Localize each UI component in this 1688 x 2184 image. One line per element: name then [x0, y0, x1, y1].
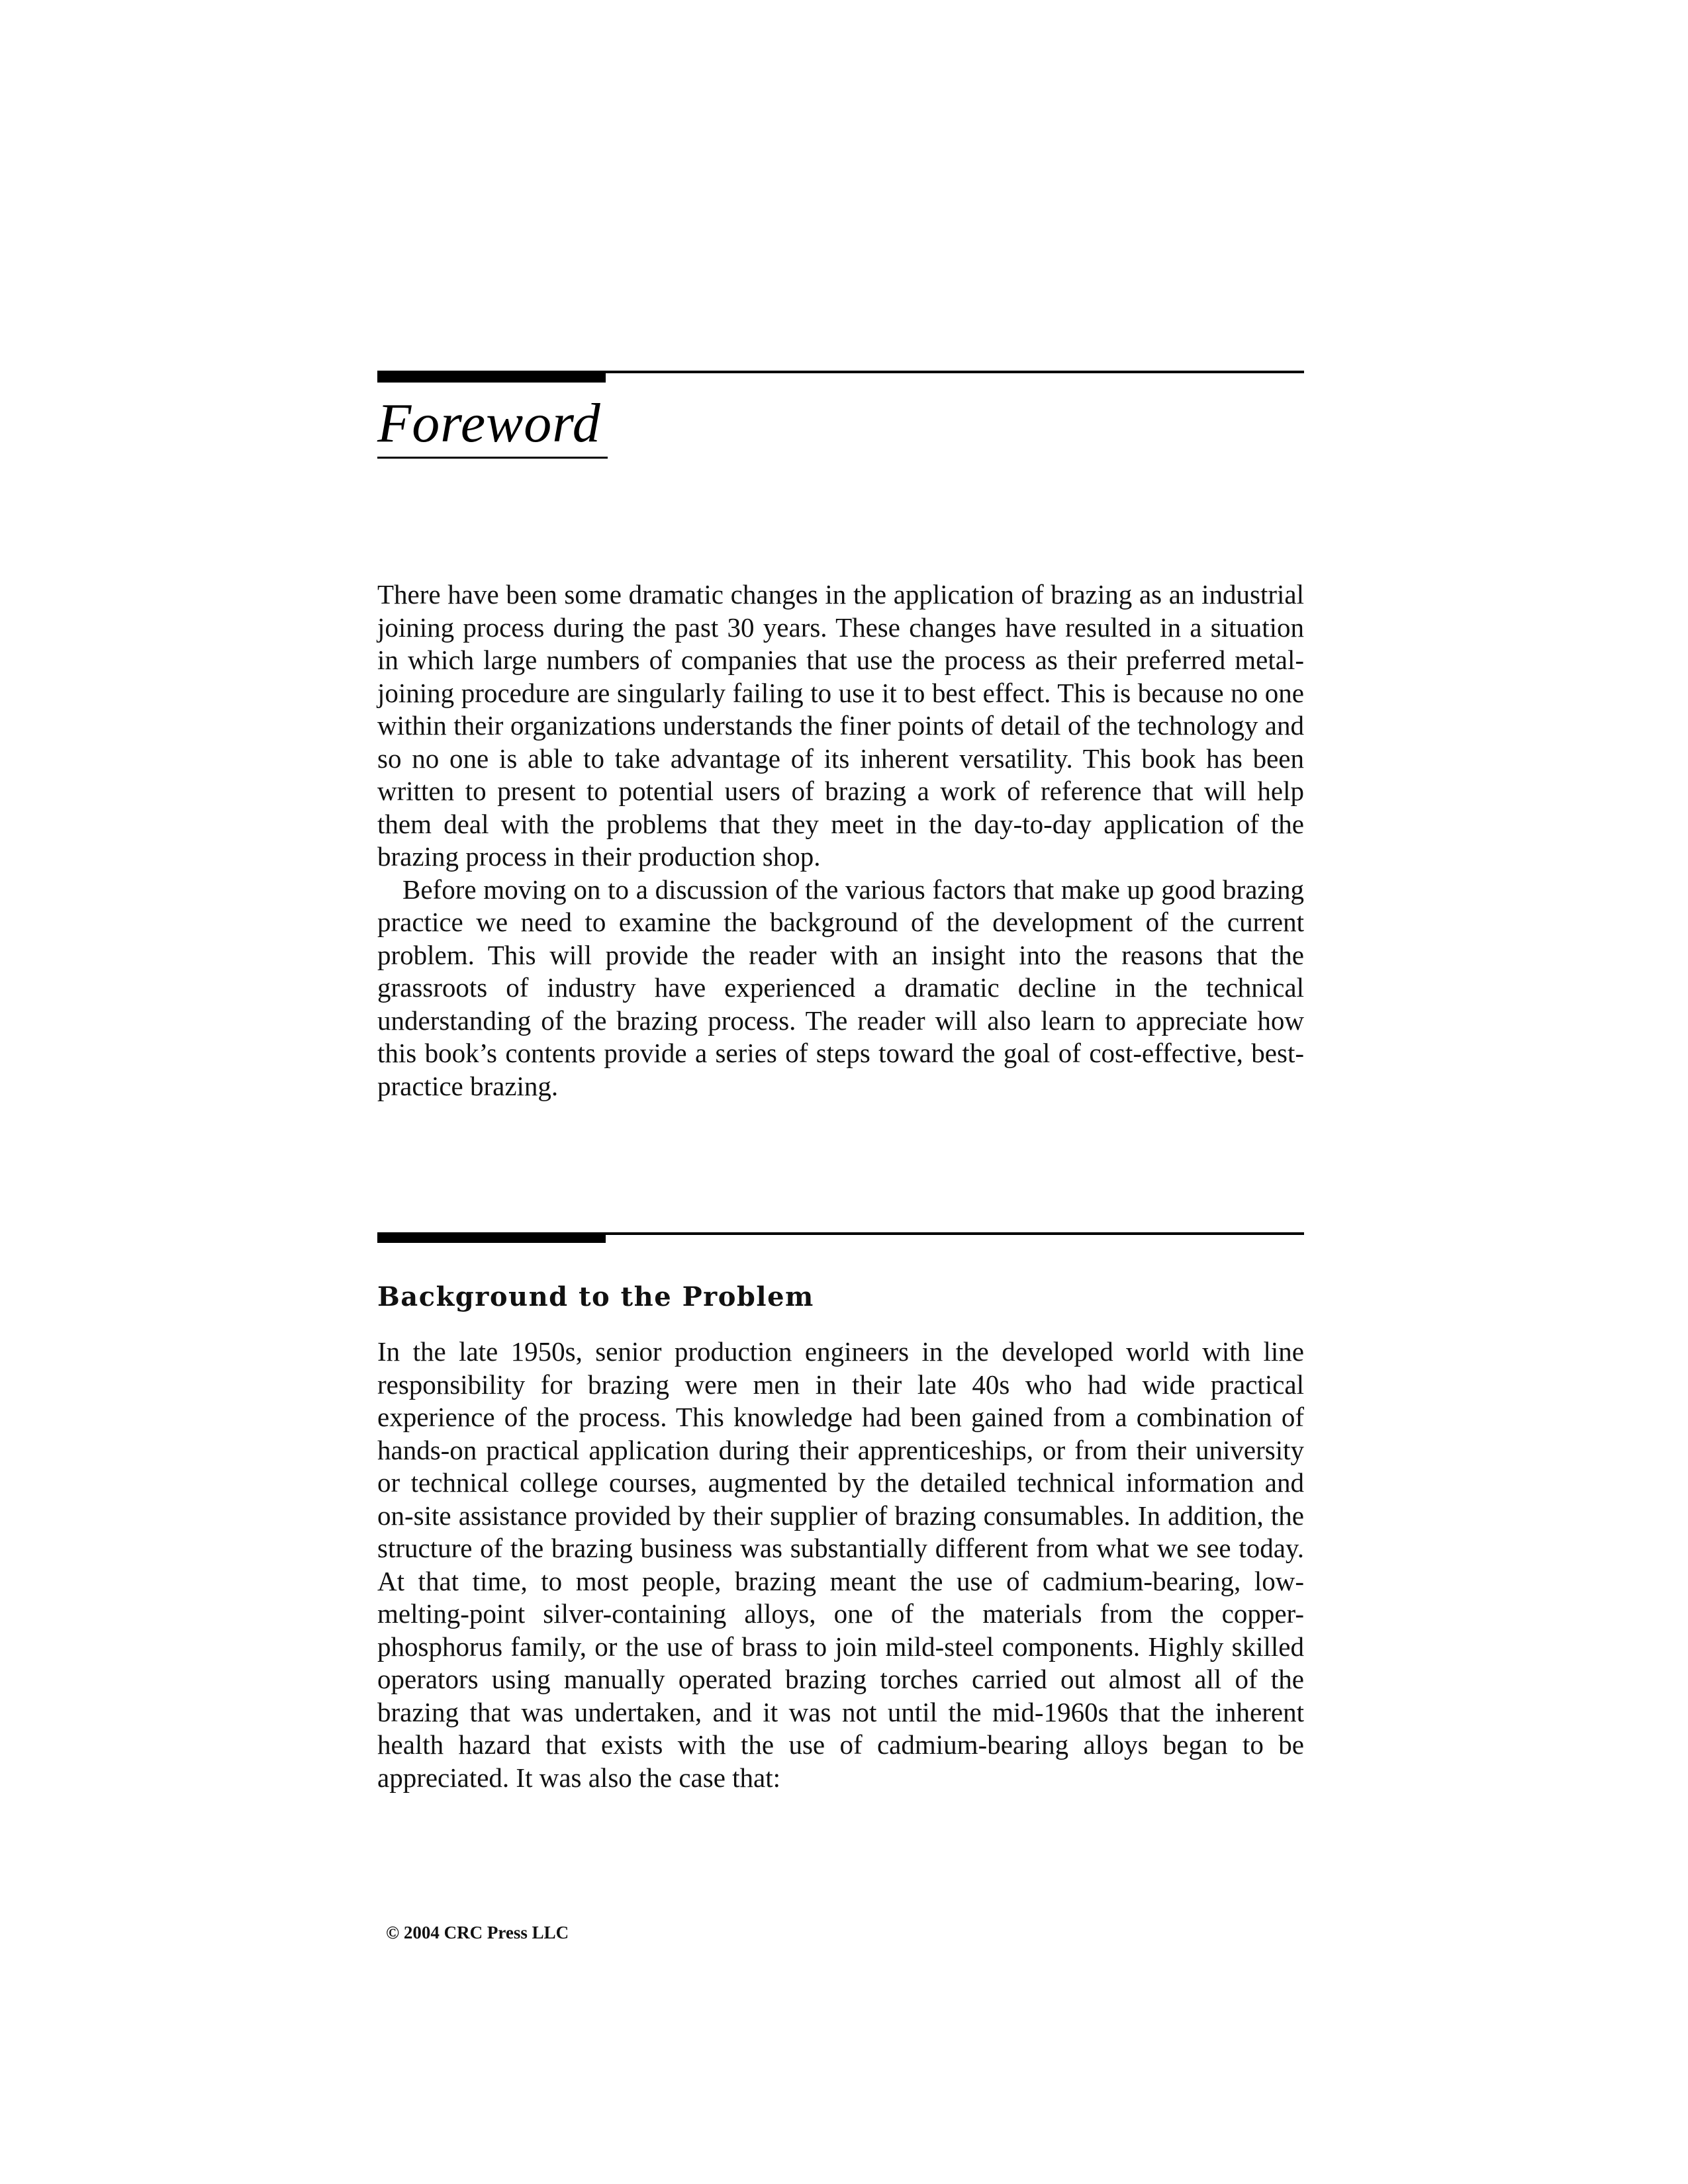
foreword-paragraph: Before moving on to a discussion of the various factors that make up good brazing practice we need to examine the background of the development of the current problem. This will provide the reader with an insight into the reasons that the grassroots of industry have experienced a dramatic decline in the technical understanding of the brazing process. The reader will also learn to appreciate how this book’s contents provide a series of steps toward the goal of cost-effective, best-practice brazing. [377, 874, 1304, 1101]
section-heading: Background to the Problem [377, 1281, 814, 1312]
chapter-header-thick-rule [377, 372, 606, 383]
foreword-body [377, 578, 1304, 1103]
chapter-title: Foreword [377, 392, 601, 454]
foreword-paragraph: There have been some dramatic changes in the application of brazing as an industrial joining process during the past 30 years. These changes have resulted in a situation in which large numbers of companies that use the process as their preferred metal-joining procedure are singularly failing to use it to best effect. This is because no one within their organizations understands the finer points of detail of the technology and so no one is able to take advantage of its inherent versatility. This book has been written to present to potential users of brazing a work of reference that will help them deal with the problems that they meet in the day-to-day application of the brazing process in their production shop. [377, 579, 1304, 872]
chapter-title-underline [377, 457, 608, 459]
copyright-footer: © 2004 CRC Press LLC [386, 1923, 569, 1942]
section-body [377, 1336, 1304, 1794]
section-paragraph: In the late 1950s, senior production engineers in the developed world with line responsibility for brazing were men in their late 40s who had wide practical experience of the process. This knowledge had been gained from a combination of hands-on practical application during their apprenticeships, or from their university or technical college courses, augmented by the detailed technical information and on-site assistance provided by their supplier of brazing consumables. In addition, the structure of the brazing business was substantially different from what we see today. At that time, to most people, brazing meant the use of cadmium-bearing, low-melting-point silver-containing alloys, one of the materials from the copper-phosphorus family, or the use of brass to join mild-steel components. Highly skilled operators using manually operated brazing torches carried out almost all of the brazing that was undertaken, and it was not until the mid-1960s that the inherent health hazard that exists with the use of cadmium-bearing alloys began to be appreciated. It was also the case that: [377, 1336, 1304, 1793]
section-header-thick-rule [377, 1232, 606, 1243]
